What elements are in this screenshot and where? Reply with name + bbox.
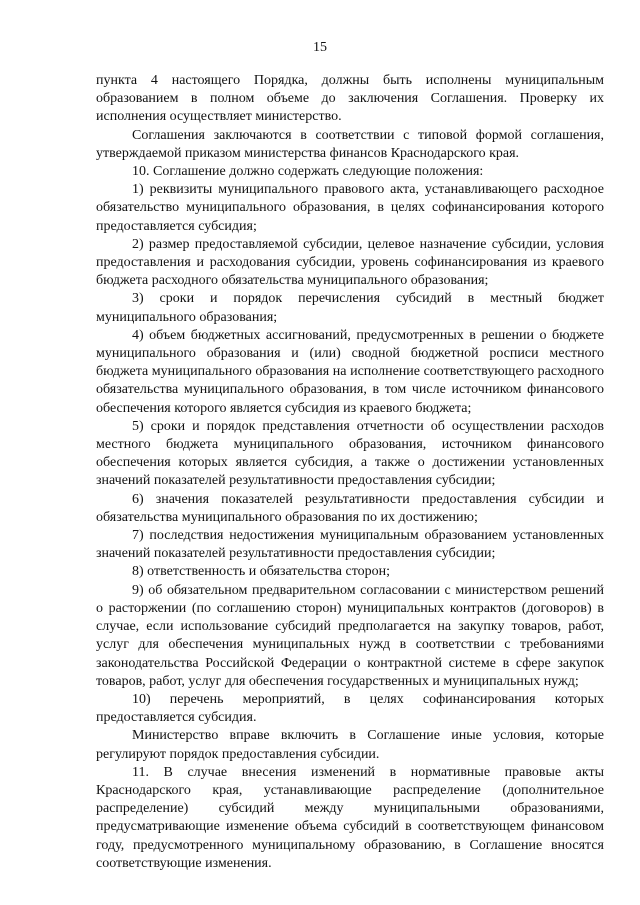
list-item: 10) перечень мероприятий, в целях софинансирования которых предоставляется субсидия. <box>96 691 604 726</box>
list-item: 1) реквизиты муниципального правового акта, устанавливающего расходное обязательство муниципального образования, в целях софинансирования которого предоставляется субсидия; <box>96 182 604 234</box>
paragraph: Министерство вправе включить в Соглашение иные условия, которые регулируют порядок предоставления субсидии. <box>96 728 604 762</box>
paragraph: Соглашения заключаются в соответствии с типовой формой соглашения, утверждаемой приказом министерства финансов Краснодарского края. <box>96 127 604 161</box>
list-item: 6) значения показателей результативности предоставления субсидии и обязательства муниципального образования по их достижению; <box>96 491 604 525</box>
page-number: 15 <box>313 40 327 55</box>
list-item: 9) об обязательном предварительном согласовании с министерством решений о расторжении (по соглашению сторон) муниципальных контрактов (договоров) в случае, если использование субсидий предполагается на закупку товаров, работ, услуг для обеспечения муниципальных нужд в соответствии с требованиями законодательства Российской Федерации о контрактной системе в сфере закупок товаров, работ, услуг для обеспечения государственных и муниципальных нужд; <box>96 582 604 689</box>
section-paragraph-11: 11. В случае внесения изменений в нормативные правовые акты Краснодарского края, устанавливающие распределение (дополнительное распределение) субсидий между муниципальными образованиями, предусматривающие изменение объема субсидий в соответствующем финансовом году, предусмотренного муниципальному образованию, в Соглашение вносятся соответствующие изменения. <box>96 764 604 871</box>
section-heading-10: 10. Соглашение должно содержать следующие положения: <box>132 164 484 180</box>
document-body <box>96 72 604 873</box>
list-item: 5) сроки и порядок представления отчетности об осуществлении расходов местного бюджета муниципального образования, источником финансового обеспечения которых является субсидия, а также о достижении установленных значений показателей результативности предоставления субсидии; <box>96 418 604 489</box>
list-item: 2) размер предоставляемой субсидии, целевое назначение субсидии, условия предоставления и расходования субсидии, уровень софинансирования из краевого бюджета расходного обязательства муниципального образования; <box>96 236 604 289</box>
paragraph: пункта 4 настоящего Порядка, должны быть исполнены муниципальным образованием в полном объеме до заключения Соглашения. Проверку их исполнения осуществляет министерство. <box>96 73 604 125</box>
list-item: 7) последствия недостижения муниципальным образованием установленных значений показателей результативности предоставления субсидии; <box>96 528 604 562</box>
list-item: 3) сроки и порядок перечисления субсидий в местный бюджет муниципального образования; <box>96 291 604 325</box>
list-item: 4) объем бюджетных ассигнований, предусмотренных в решении о бюджете муниципального образования и (или) сводной бюджетной росписи местного бюджета муниципального образования на исполнение соответствующего расходного обязательства муниципального образования, в том числе источником финансового обеспечения которого является субсидия из краевого бюджета; <box>96 327 604 416</box>
list-item: 8) ответственность и обязательства сторон; <box>132 564 391 580</box>
